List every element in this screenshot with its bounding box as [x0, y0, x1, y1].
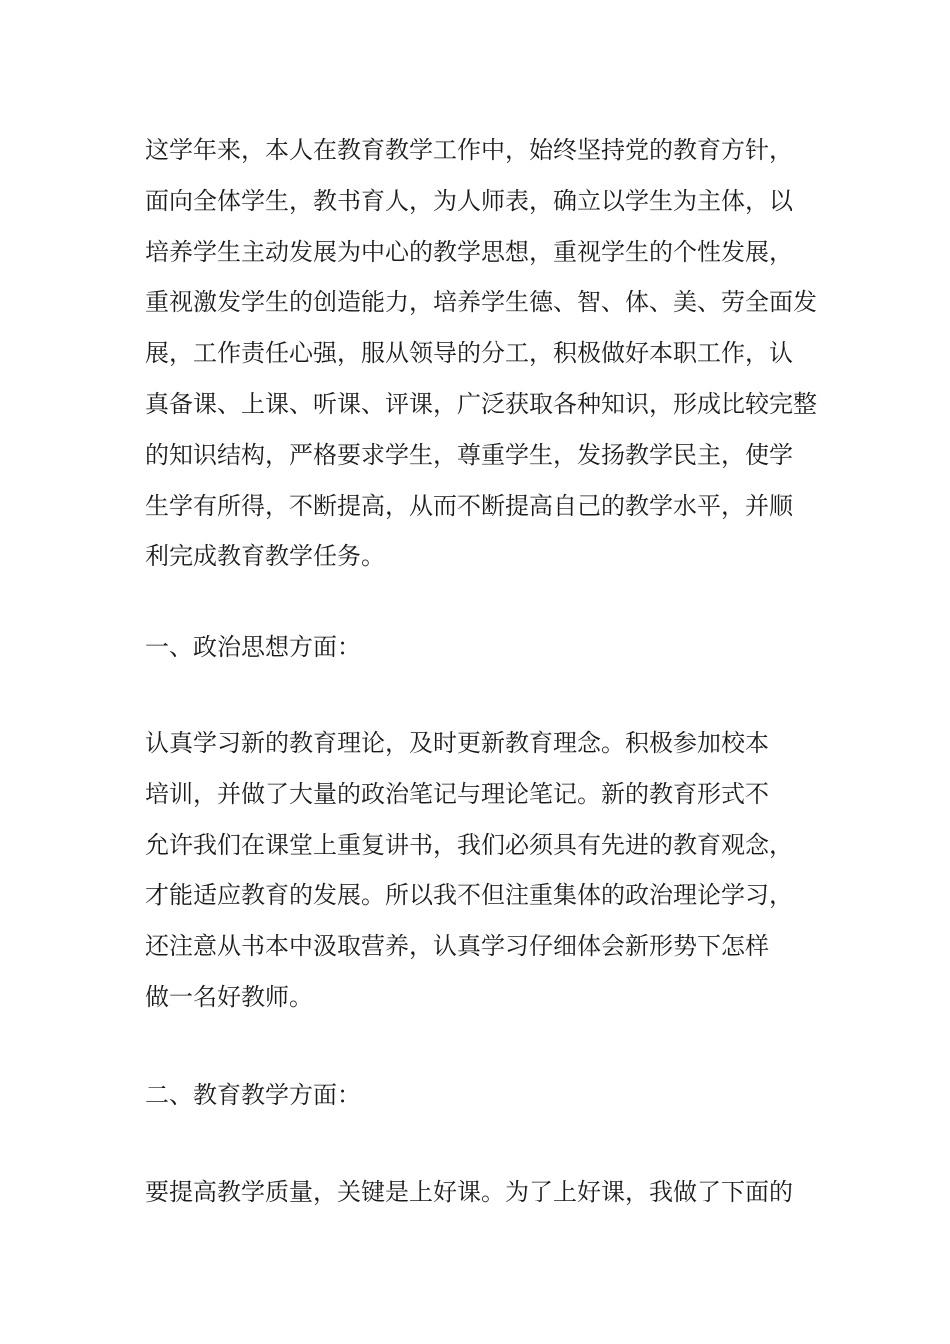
paragraph-line: 允许我们在课堂上重复讲书，我们必须具有先进的教育观念， — [145, 830, 793, 859]
intro-line: 培养学生主动发展为中心的教学思想，重视学生的个性发展， — [145, 237, 793, 266]
heading-text: 二、教育教学方面： — [145, 1081, 361, 1109]
politics-paragraph — [145, 718, 825, 1023]
intro-paragraph — [145, 125, 825, 582]
paragraph-line: 认真学习新的教育理论，及时更新教育理念。积极参加校本 — [145, 729, 769, 757]
paragraph-line: 还注意从书本中汲取营养，认真学习仔细体会新形势下怎样 — [145, 932, 769, 961]
teaching-paragraph — [145, 1167, 825, 1218]
section-heading-teaching — [145, 1070, 825, 1121]
paragraph-line: 培训，并做了大量的政治笔记与理论笔记。新的教育形式不 — [145, 779, 769, 808]
intro-line: 真备课、上课、听课、评课，广泛获取各种知识，形成比较完整 — [145, 389, 817, 418]
section-heading-politics — [145, 622, 825, 673]
heading-text: 一、政治思想方面： — [145, 633, 361, 661]
intro-line: 面向全体学生，教书育人，为人师表，确立以学生为主体，以 — [145, 186, 793, 215]
intro-line: 的知识结构，严格要求学生，尊重学生，发扬教学民主，使学 — [145, 440, 793, 469]
paragraph-line: 才能适应教育的发展。所以我不但注重集体的政治理论学习， — [145, 881, 793, 910]
intro-line: 这学年来，本人在教育教学工作中，始终坚持党的教育方针， — [145, 136, 793, 164]
paragraph-line: 做一名好教师。 — [145, 982, 313, 1011]
intro-line: 生学有所得，不断提高，从而不断提高自己的教学水平，并顺 — [145, 491, 793, 520]
intro-line: 展，工作责任心强，服从领导的分工，积极做好本职工作，认 — [145, 339, 793, 368]
intro-line: 利完成教育教学任务。 — [145, 542, 385, 571]
intro-line: 重视激发学生的创造能力，培养学生德、智、体、美、劳全面发 — [145, 288, 817, 317]
paragraph-line: 要提高教学质量，关键是上好课。为了上好课，我做了下面的 — [145, 1178, 793, 1206]
